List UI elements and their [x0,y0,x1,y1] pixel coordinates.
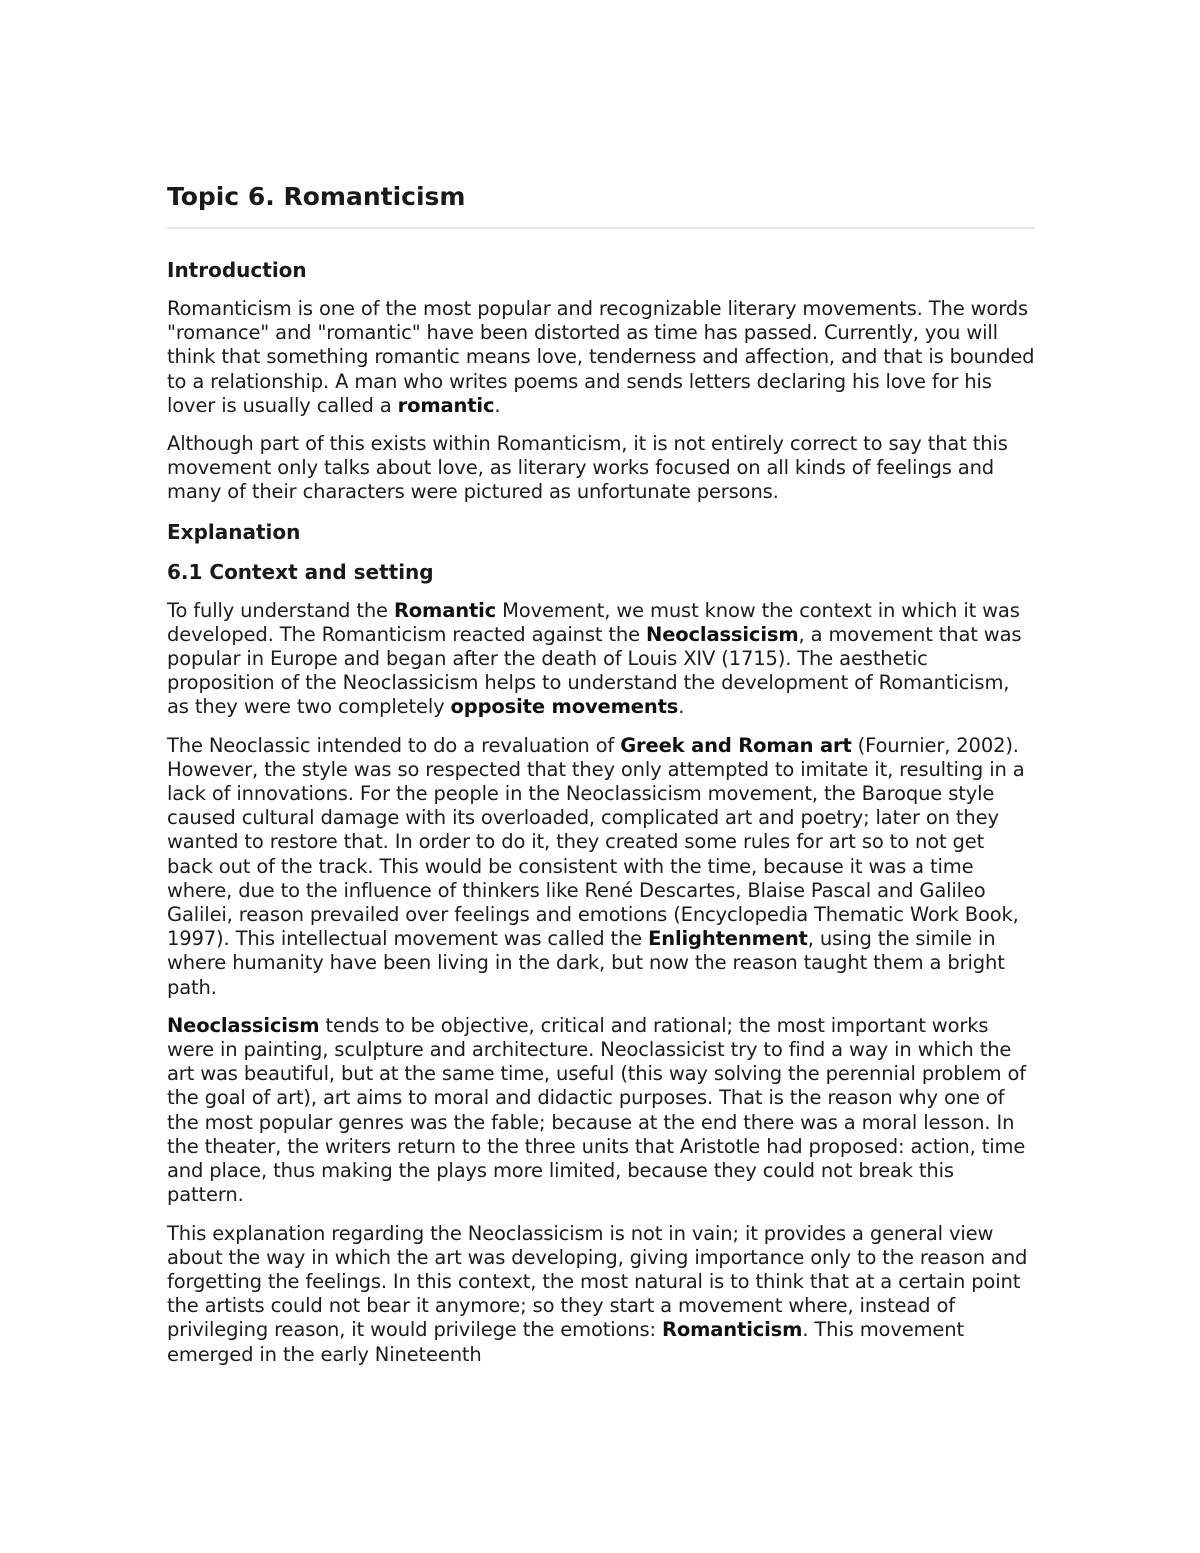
text-run: This explanation regarding the Neoclassicism is not in vain; it provides a general view about the way in which the art was developing, giving importance only to the reason and forgetting the feelings. In this context, the most natural is to think that at a certain point the artists could not bear it anymore; so they start a movement where, instead of privileging reason, it would privilege the emotions: [167,1221,1028,1342]
bold-term: Romantic [393,598,497,622]
text-run: . [678,695,685,719]
paragraph-context-1 [167,599,1035,720]
text-run: . This movement emerged in the early Nineteenth [167,1318,964,1366]
heading-context-setting: 6.1 Context and setting [167,559,434,584]
text-run: , a movement that was popular in Europe and began after the death of Louis XIV (1715). The aesthetic proposition of the Neoclassicism helps to understand the development of Romanticism, as they were two completely [167,622,1022,719]
text-run: tends to be objective, critical and rational; the most important works were in painting, sculpture and architecture. Neoclassicist try to find a way in which the art was beautiful, but at the same time, useful (this way solving the perennial problem of the goal of art), art aims to moral and didactic purposes. That is the reason why one of the most popular genres was the fable; because at the end there was a moral lesson. In the theater, the writers return to the three units that Aristotle had proposed: action, time and place, thus making the plays more limited, because they could not break this pattern. [167,1013,1027,1207]
text-run: The Neoclassic intended to do a revaluation of [167,733,621,757]
heading-introduction: Introduction [167,258,307,282]
text-run: (Fournier, 2002). However, the style was so respected that they only attempted to imitate it, resulting in a lack of innovations. For the people in the Neoclassicism movement, the Baroque style caused cultural damage with its overloaded, complicated art and poetry; later on they wanted to restore that. In order to do it, they created some rules for art so to not get back out of the track. This would be consistent with the time, because it was a time where, due to the influence of thinkers like René Descartes, Blaise Pascal and Galileo Galilei, reason prevailed over feelings and emotions (Encyclopedia Thematic Work Book, 1997). This intellectual movement was called the [167,733,1025,951]
bold-term: opposite movements [450,695,679,719]
page-title: Topic 6. Romanticism [167,182,466,211]
bold-term: Neoclassicism [167,1013,320,1037]
paragraph-context-3 [167,1014,1035,1208]
paragraph-context-2 [167,734,1035,1000]
heading-explanation: Explanation [167,519,301,544]
bold-term: romantic [397,393,495,417]
bold-term: Neoclassicism [646,622,799,646]
text-run: , using the simile in where humanity have been living in the dark, but now the reason taught them a bright path. [167,927,1005,999]
paragraph-intro-1 [167,297,1035,418]
bold-term: Enlightenment [648,927,808,951]
bold-term: Romanticism [662,1318,803,1342]
text-run: To fully understand the [167,598,394,622]
title-divider [167,227,1035,229]
bold-term: Greek and Roman art [620,733,852,757]
paragraph-intro-2: Although part of this exists within Romanticism, it is not entirely correct to say that this movement only talks about love, as literary works focused on all kinds of feelings and many of their characters were pictured as unfortunate persons. [167,432,1008,504]
text-run: Romanticism is one of the most popular and recognizable literary movements. The words "romance" and "romantic" have been distorted as time has passed. Currently, you will think that something romantic means love, tenderness and affection, and that is bounded to a relationship. A man who writes poems and sends letters declaring his love for his lover is usually called a [167,297,1035,417]
document-content [167,178,1035,1381]
text-run: Movement, we must know the context in which it was developed. The Romanticism reacted against the [167,598,1020,646]
paragraph-context-4 [167,1222,1035,1367]
text-run: . [494,393,501,417]
